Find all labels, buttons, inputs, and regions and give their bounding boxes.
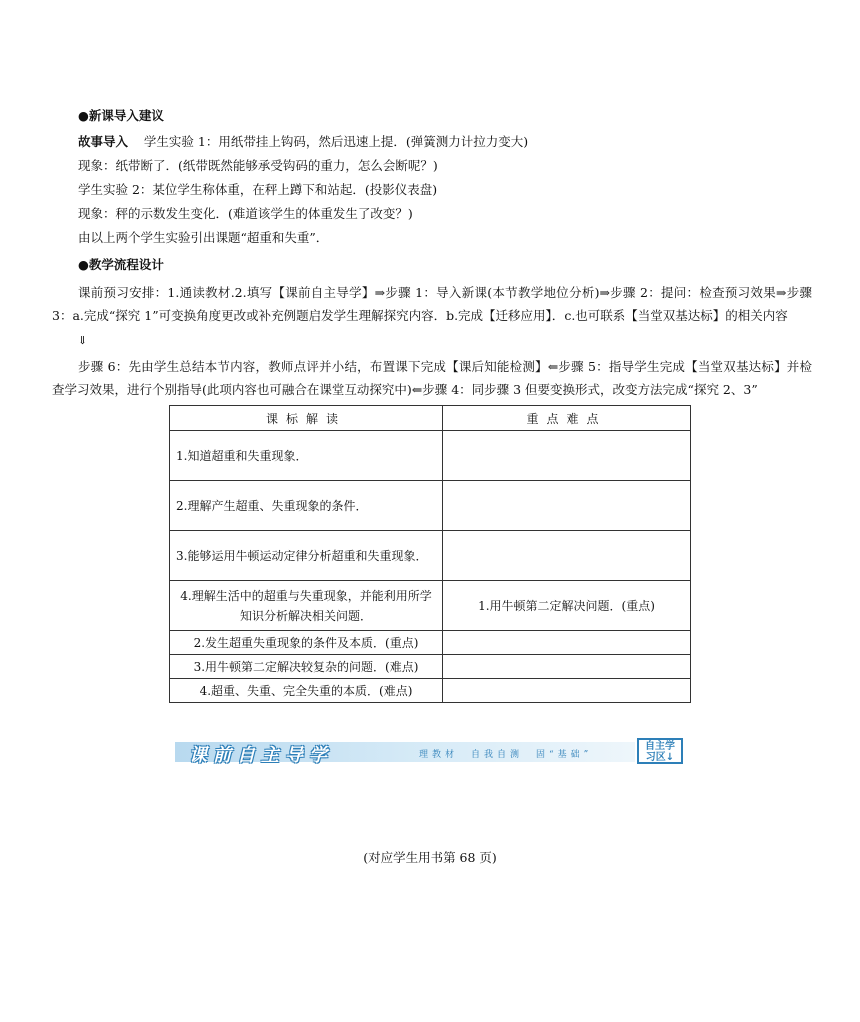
header-standards: 课标解读 <box>170 406 443 431</box>
table-row <box>170 631 691 655</box>
table-header-row <box>170 406 691 431</box>
standards-cell: 4.理解生活中的超重与失重现象，并能利用所学知识分析解决相关问题． <box>170 581 443 631</box>
table-row <box>170 481 691 531</box>
standards-cell: 2.发生超重失重现象的条件及本质．(重点) <box>170 631 443 655</box>
section-banner <box>175 738 685 766</box>
table-row <box>170 581 691 631</box>
key-points-cell <box>443 679 691 703</box>
standards-cell: 1.知道超重和失重现象． <box>170 431 443 481</box>
intro-line-3: 学生实验 2：某位学生称体重，在秤上蹲下和站起．(投影仪表盘) <box>78 182 438 197</box>
intro-line-5: 由以上两个学生实验引出课题“超重和失重”． <box>78 230 329 245</box>
table-row <box>170 655 691 679</box>
table-row <box>170 431 691 481</box>
flow-paragraph-1: 课前预习安排：1.通读教材.2.填写【课前自主导学】⇒步骤 1：导入新课(本节教学地位分析)⇒步骤 2：提问：检查预习效果⇒步骤 3：a.完成“探究 1”可变换角度更改或补充例题启发学生理解探究内容．b.完成【迁移应用】．c.也可联系【当堂双基达标】的相关内容 <box>52 285 812 323</box>
banner-badge-line-1: 自主学 <box>645 741 675 752</box>
intro-line-4: 现象：秤的示数发生变化．(难道该学生的体重发生了改变？) <box>78 206 413 221</box>
banner-badge <box>637 738 683 764</box>
standards-table <box>169 405 691 703</box>
header-key-points: 重点难点 <box>443 406 691 431</box>
key-points-cell <box>443 631 691 655</box>
standards-cell: 3.用牛顿第二定解决较复杂的问题．(难点) <box>170 655 443 679</box>
standards-cell: 2.理解产生超重、失重现象的条件． <box>170 481 443 531</box>
story-label: 故事导入 <box>78 134 129 149</box>
intro-line-1: 学生实验 1：用纸带挂上钩码，然后迅速上提．(弹簧测力计拉力变大) <box>143 134 529 149</box>
table-row <box>170 531 691 581</box>
key-points-cell: 1.用牛顿第二定解决问题．(重点) <box>443 581 691 631</box>
intro-line-2: 现象：纸带断了．(纸带既然能够承受钩码的重力，怎么会断呢？) <box>78 158 438 173</box>
key-points-cell <box>443 431 691 481</box>
standards-cell: 3.能够运用牛顿运动定律分析超重和失重现象． <box>170 531 443 581</box>
standards-cell: 4.超重、失重、完全失重的本质．(难点) <box>170 679 443 703</box>
intro-heading: ●新课导入建议 <box>78 108 164 123</box>
flow-heading: ●教学流程设计 <box>78 257 164 272</box>
page-reference: (对应学生用书第 68 页) <box>363 850 497 865</box>
banner-subtitle: 理教材 自我自测 固“基础” <box>419 750 593 760</box>
key-points-cell <box>443 655 691 679</box>
key-points-cell <box>443 531 691 581</box>
flow-paragraph-2: 步骤 6：先由学生总结本节内容，教师点评并小结，布置课下完成【课后知能检测】⇐步骤 5：指导学生完成【当堂双基达标】并检查学习效果，进行个别指导(此项内容也可融合在课堂互动探究中)⇐步骤 4：同步骤 3 但要变换形式，改变方法完成“探究 2、3” <box>52 359 812 397</box>
banner-title: 课前自主导学 <box>189 745 333 766</box>
key-points-cell <box>443 481 691 531</box>
story-line <box>78 134 528 150</box>
table-row <box>170 679 691 703</box>
banner-badge-line-2: 习区↓ <box>645 752 675 763</box>
down-arrow-icon: ⇓ <box>78 334 88 347</box>
